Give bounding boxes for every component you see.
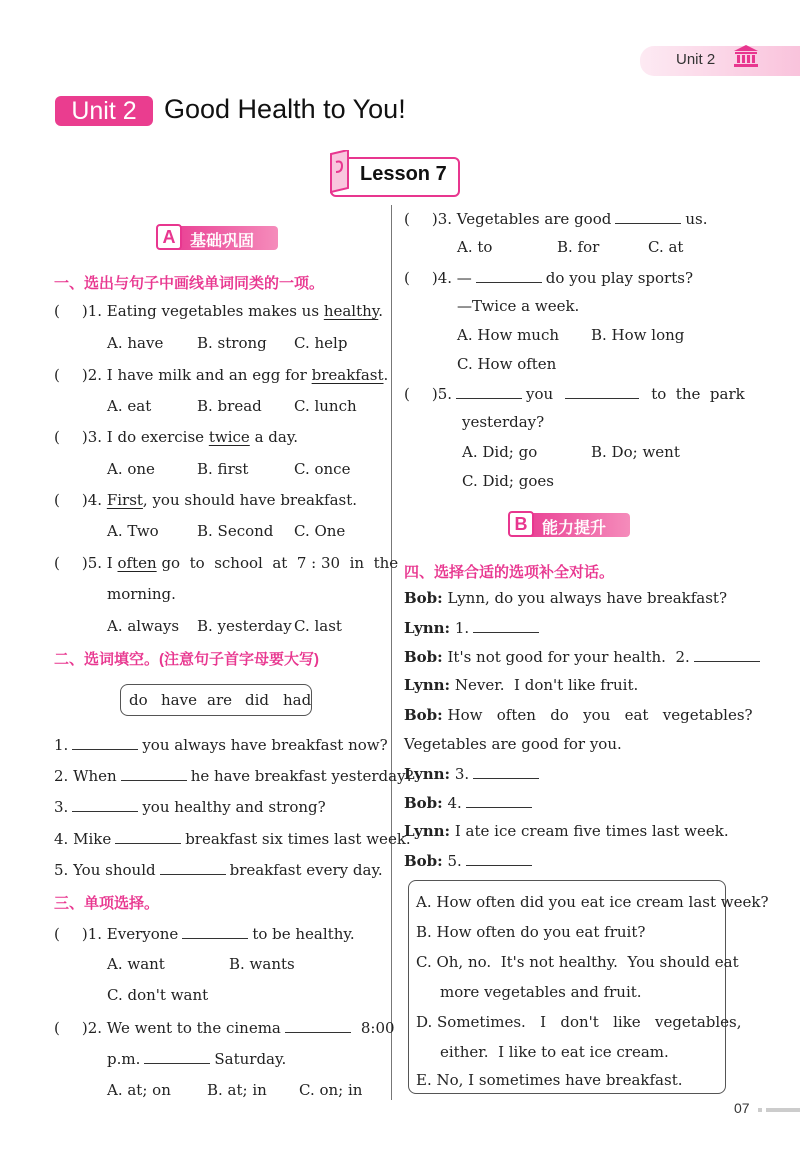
sentence-post: breakfast six times last week. <box>185 830 411 848</box>
word-bank-item: have <box>161 691 197 709</box>
sentence-pre: 3. <box>54 798 69 816</box>
speaker: Bob: <box>404 794 443 812</box>
option-a: A. Did; go <box>462 443 538 461</box>
part2-title: 二、选词填空。(注意句子首字母要大写) <box>54 651 319 668</box>
answer-blank[interactable] <box>160 860 226 875</box>
dialogue-text: I ate ice cream five times last week. <box>454 822 729 840</box>
question-tail: . <box>383 366 389 384</box>
option-b: B. yesterday <box>197 617 292 635</box>
underlined-word: First <box>106 491 143 509</box>
word-bank-item: do <box>129 691 148 709</box>
word-bank <box>120 684 312 716</box>
option-c: C. at <box>648 238 684 256</box>
part3-q1-option-c: C. don't want <box>107 986 209 1004</box>
underlined-word: breakfast <box>311 366 384 384</box>
part3-q5 <box>404 384 745 403</box>
question-tail: Saturday. <box>214 1050 287 1068</box>
part1-q5-line2: morning. <box>107 585 176 603</box>
page-decoration <box>758 1108 800 1112</box>
dialogue-text: 3. <box>454 765 470 783</box>
option-a: A. have <box>107 334 164 352</box>
underlined-word: twice <box>208 428 250 446</box>
page-number: 07 <box>734 1100 750 1116</box>
question-text: )2. I have milk and an egg for <box>81 366 307 384</box>
sentence-pre: 5. You should <box>54 861 156 879</box>
paren: ( <box>404 385 410 403</box>
question-text: )4. — <box>431 269 472 287</box>
answer-blank[interactable] <box>285 1018 351 1033</box>
unit-tab-label: Unit 2 <box>676 51 716 68</box>
paren: ( <box>54 554 60 572</box>
option-c: C. once <box>294 460 351 478</box>
option-a: A. to <box>457 238 493 256</box>
part3-q2-line2 <box>107 1049 286 1068</box>
question-text: )2. We went to the cinema <box>81 1019 281 1037</box>
dialogue-text: It's not good for your health. 2. <box>447 648 690 666</box>
option-item-cont: either. I like to eat ice cream. <box>440 1043 669 1061</box>
question-tail: a day. <box>254 428 299 446</box>
dialogue-text: How often do you eat vegetables? <box>447 706 753 724</box>
option-b: B. Do; went <box>591 443 680 461</box>
question-tail: to the park <box>651 385 745 403</box>
option-b: B. wants <box>229 955 295 973</box>
part3-q1-options-ab <box>107 955 295 973</box>
options-box <box>408 880 769 1094</box>
answer-blank[interactable] <box>476 268 542 283</box>
option-b: B. for <box>557 238 600 256</box>
dialogue-text: Vegetables are good for you. <box>404 735 622 753</box>
dialogue-text: Lynn, do you always have breakfast? <box>447 589 727 607</box>
section-b-title: 能力提升 <box>542 520 607 537</box>
part2-s3 <box>54 797 326 816</box>
part1-q1-options <box>107 334 348 352</box>
part3-q2-options <box>107 1081 363 1099</box>
question-tail: do you play sports? <box>545 269 693 287</box>
word-bank-item: are <box>207 691 232 709</box>
speaker: Bob: <box>404 706 443 724</box>
part3-q3 <box>404 209 707 228</box>
building-icon <box>733 44 759 72</box>
page-title: Good Health to You! <box>164 94 406 124</box>
option-item: C. Oh, no. It's not healthy. You should eat <box>416 953 739 971</box>
part1-q4 <box>54 491 357 509</box>
dialogue-line <box>404 793 536 812</box>
part1-q5 <box>54 554 398 572</box>
option-b: B. at; in <box>207 1081 267 1099</box>
dialogue-line <box>404 822 729 840</box>
question-text: )3. I do exercise <box>81 428 205 446</box>
option-a: A. at; on <box>107 1081 171 1099</box>
paren: ( <box>404 210 410 228</box>
sentence-post: you always have breakfast now? <box>142 736 388 754</box>
speaker: Bob: <box>404 852 443 870</box>
question-tail: , you should have breakfast. <box>142 491 358 509</box>
option-c: C. lunch <box>294 397 357 415</box>
option-item-cont: more vegetables and fruit. <box>440 983 642 1001</box>
book-icon <box>328 150 354 198</box>
sentence-post: breakfast every day. <box>229 861 383 879</box>
option-a: A. Two <box>107 522 159 540</box>
option-b: B. strong <box>197 334 267 352</box>
underlined-word: often <box>117 554 157 572</box>
underlined-word: healthy <box>323 302 379 320</box>
answer-blank[interactable] <box>473 764 539 779</box>
part3-q3-options <box>457 238 684 256</box>
part2-s2 <box>54 766 414 785</box>
answer-blank[interactable] <box>121 766 187 781</box>
option-b: B. Second <box>197 522 274 540</box>
option-a: A. eat <box>107 397 152 415</box>
answer-blank[interactable] <box>694 647 760 662</box>
unit-tab <box>640 46 800 76</box>
word-bank-item: did <box>245 691 270 709</box>
part3-q4-line2: —Twice a week. <box>457 297 580 315</box>
part2-s5 <box>54 860 383 879</box>
sentence-post: he have breakfast yesterday? <box>190 767 414 785</box>
paren: ( <box>54 925 60 943</box>
answer-blank[interactable] <box>565 384 639 399</box>
part3-q5-option-c: C. Did; goes <box>462 472 554 490</box>
option-item: D. Sometimes. I don't like vegetables, <box>416 1013 742 1031</box>
option-c: C. help <box>294 334 348 352</box>
question-tail: go to school at 7 : 30 in the <box>161 554 399 572</box>
option-item: E. No, I sometimes have breakfast. <box>416 1071 683 1089</box>
speaker: Lynn: <box>404 822 451 840</box>
paren: ( <box>54 491 60 509</box>
option-a: A. one <box>107 460 155 478</box>
paren: ( <box>54 302 60 320</box>
option-c: C. One <box>294 522 346 540</box>
paren: ( <box>404 269 410 287</box>
question-text: p.m. <box>107 1050 141 1068</box>
section-b-letter: B <box>508 511 534 537</box>
dialogue-text: 5. <box>447 852 462 870</box>
option-a: A. want <box>107 955 165 973</box>
unit-badge: Unit 2 <box>55 96 153 126</box>
part3-q4-option-c: C. How often <box>457 355 557 373</box>
lesson-title: Lesson 7 <box>360 163 447 185</box>
dialogue-line <box>404 735 622 753</box>
dialogue-text: 1. <box>454 619 470 637</box>
part3-q1 <box>54 924 355 943</box>
dialogue-text: 4. <box>447 794 462 812</box>
option-c: C. on; in <box>299 1081 363 1099</box>
part1-q2-options <box>107 397 357 415</box>
dialogue-line <box>404 618 543 637</box>
dialogue-text: Never. I don't like fruit. <box>454 676 639 694</box>
answer-blank[interactable] <box>144 1049 210 1064</box>
part3-q2 <box>54 1018 395 1037</box>
paren: ( <box>54 1019 60 1037</box>
answer-blank[interactable] <box>466 851 532 866</box>
answer-blank[interactable] <box>182 924 248 939</box>
part1-title: 一、选出与句子中画线单词同类的一项。 <box>54 275 325 292</box>
part3-title: 三、单项选择。 <box>54 895 160 912</box>
option-b: B. How long <box>591 326 685 344</box>
question-tail: to be healthy. <box>252 925 355 943</box>
answer-blank[interactable] <box>456 384 522 399</box>
sentence-pre: 2. When <box>54 767 117 785</box>
part2-s1 <box>54 735 388 754</box>
part3-q4 <box>404 268 693 287</box>
word-bank-item: had <box>283 691 312 709</box>
paren: ( <box>54 428 60 446</box>
question-mid: you <box>526 385 554 403</box>
sentence-pre: 1. <box>54 736 69 754</box>
question-text: )5. I <box>81 554 113 572</box>
dialogue-line <box>404 589 727 607</box>
dialogue-line <box>404 647 764 666</box>
answer-blank[interactable] <box>615 209 681 224</box>
option-c: C. last <box>294 617 342 635</box>
dialogue-line <box>404 676 638 694</box>
paren: ( <box>54 366 60 384</box>
part4-title: 四、选择合适的选项补全对话。 <box>404 564 615 581</box>
answer-blank[interactable] <box>115 829 181 844</box>
option-item: A. How often did you eat ice cream last week? <box>416 893 769 911</box>
column-divider <box>391 205 392 1100</box>
option-a: A. always <box>107 617 180 635</box>
dialogue-line <box>404 764 543 783</box>
part1-q4-options <box>107 522 346 540</box>
answer-blank[interactable] <box>72 735 138 750</box>
option-item: B. How often do you eat fruit? <box>416 923 646 941</box>
part1-q2 <box>54 366 388 384</box>
speaker: Lynn: <box>404 765 451 783</box>
part3-q5-line2: yesterday? <box>462 413 545 431</box>
option-b: B. bread <box>197 397 262 415</box>
section-a-title: 基础巩固 <box>190 233 255 250</box>
dialogue-line <box>404 706 753 724</box>
option-b: B. first <box>197 460 249 478</box>
question-text: )1. Eating vegetables makes us <box>81 302 320 320</box>
part1-q3-options <box>107 460 351 478</box>
question-tail: . <box>378 302 384 320</box>
part1-q5-options <box>107 617 342 635</box>
question-text: )3. Vegetables are good <box>431 210 612 228</box>
question-text: )4. <box>81 491 103 509</box>
part3-q4-options-ab <box>457 326 685 344</box>
question-tail: us. <box>685 210 708 228</box>
sentence-post: you healthy and strong? <box>142 798 326 816</box>
part3-q5-options-ab <box>462 443 680 461</box>
option-a: A. How much <box>457 326 560 344</box>
answer-blank[interactable] <box>466 793 532 808</box>
section-a-letter: A <box>156 224 182 250</box>
question-text: )5. <box>431 385 453 403</box>
speaker: Bob: <box>404 648 443 666</box>
part2-s4 <box>54 829 411 848</box>
part1-q3 <box>54 428 298 446</box>
question-text: )1. Everyone <box>81 925 179 943</box>
speaker: Lynn: <box>404 619 451 637</box>
answer-blank[interactable] <box>72 797 138 812</box>
speaker: Lynn: <box>404 676 451 694</box>
dialogue-line <box>404 851 536 870</box>
speaker: Bob: <box>404 589 443 607</box>
part1-q1 <box>54 302 383 320</box>
answer-blank[interactable] <box>473 618 539 633</box>
sentence-pre: 4. Mike <box>54 830 112 848</box>
question-tail: 8:00 <box>360 1019 395 1037</box>
